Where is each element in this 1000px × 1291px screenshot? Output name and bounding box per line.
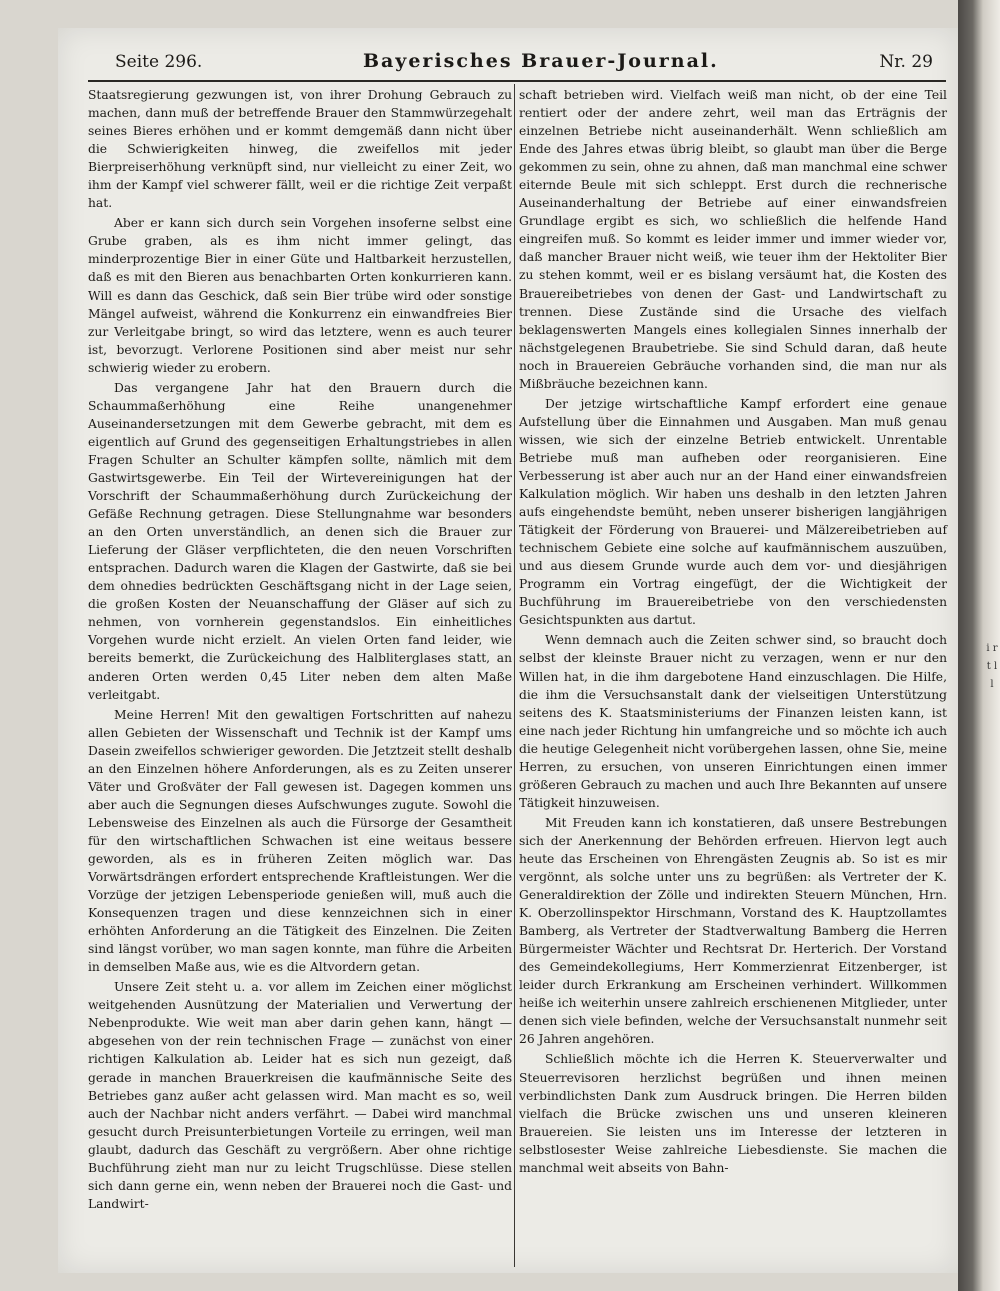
paragraph: Schließlich möchte ich die Herren K. Steuerverwalter und Steuerrevisoren herzlichst begrüßen und ihnen meinen verbindlichsten Dank zum Ausdruck bringen. Die Herren bilden vielfach die Brücke zwischen uns und unseren kleineren Brauereien. Sie leisten uns im Interesse der letzteren in selbstlosester Weise zahlreiche Liebesdienste. Sie machen die manchmal weit abseits von Bahn- [519,1052,947,1175]
paragraph: Wenn demnach auch die Zeiten schwer sind, so braucht doch selbst der kleinste Brauer nicht zu verzagen, wenn er nur den Willen hat, in die ihm dargebotene Hand einzuschlagen. Die Hilfe, die ihm die Versuchsanstalt dank der vielseitigen Unterstützung seitens des K. Staatsministeriums der Finanzen leisten kann, ist eine nach jeder Richtung hin umfangreiche und so möchte ich auch die heutige Gelegenheit nicht vorübergehen lassen, ohne Sie, meine Herren, zu ersuchen, von unseren Einrichtungen einen immer größeren Gebrauch zu machen und auch Ihre Bekannten auf unsere Tätigkeit hinzuweisen. [519,633,947,810]
adjacent-page-fragments: i r t l l [986,643,998,690]
header-rule [88,80,946,82]
paragraph: schaft betrieben wird. Vielfach weiß man nicht, ob der eine Teil rentiert oder der andere zehrt, weil man das Erträgnis der einzelnen Betriebe nicht auseinanderhält. Wenn schließlich am Ende des Jahres etwas übrig bleibt, so glaubt man über die Berge gekommen zu sein, ohne zu ahnen, daß man manchmal eine schwer eiternde Beule mit sich schleppt. Erst durch die rechnerische Auseinanderhaltung der Betriebe auf einer einwandsfreien Grundlage ergibt es sich, wo schließlich die helfende Hand eingreifen muß. So kommt es leider immer und immer wieder vor, daß mancher Brauer nicht weiß, wie teuer ihm der Hektoliter Bier zu stehen kommt, weil er es bislang versäumt hat, die Kosten des Brauereibetriebes von denen der Gast- und Landwirtschaft zu trennen. Diese Zustände sind die Ursache des vielfach beklagenswerten Mangels eines kollegialen Sinnes innerhalb der nächstgelegenen Braubetriebe. Sie sind Schuld daran, daß heute noch in Brauereien Gebräuche vorhanden sind, die man nur als Mißbräuche bezeichnen kann. [519,88,947,391]
paragraph: Staatsregierung gezwungen ist, von ihrer Drohung Gebrauch zu machen, dann muß der betreffende Brauer den Stammwürzegehalt seines Bieres erhöhen und er kommt demgemäß dann nicht über die Schwierigkeiten hinweg, die zweifellos mit jeder Bierpreiserhöhung verknüpft sind, nur vielleicht zu einer Zeit, wo ihm der Kampf viel schwerer fällt, weil er die richtige Zeit verpaßt hat. [88,88,512,211]
paragraph: Aber er kann sich durch sein Vorgehen insoferne selbst eine Grube graben, als es ihm nicht immer gelingt, das minderprozentige Bier in einer Güte und Haltbarkeit herzustellen, daß es mit den Bieren aus benachbarten Orten konkurrieren kann. Will es dann das Geschick, daß sein Bier trübe wird oder sonstige Mängel aufweist, während die Konkurrenz ein einwandfreies Bier zur Verleitgabe bringt, so wird das letztere, wenn es auch teurer ist, bevorzugt. Verlorene Positionen sind aber meist nur sehr schwierig wieder zu erobern. [88,216,512,375]
paragraph: Der jetzige wirtschaftliche Kampf erfordert eine genaue Aufstellung über die Einnahmen und Ausgaben. Man muß genau wissen, wie sich der einzelne Betrieb entwickelt. Unrentable Betriebe muß man aufheben oder reorganisieren. Eine Verbesserung ist aber auch nur an der Hand einer einwandsfreien Kalkulation möglich. Wir haben uns deshalb in den letzten Jahren aufs eingehendste bemüht, neben unserer bisherigen langjährigen Tätigkeit der Förderung von Brauerei- und Mälzereibetrieben auf technischem Gebiete eine solche auf kaufmännischem auszuüben, und aus diesem Grunde wurde auch dem vor- und diesjährigen Programm ein Vortrag eingefügt, der die Wichtigkeit der Buchführung im Brauereibetriebe von den verschiedensten Gesichtspunkten aus dartut. [519,396,947,628]
paragraph: Mit Freuden kann ich konstatieren, daß unsere Bestrebungen sich der Anerkennung der Behörden erfreuen. Hiervon legt auch heute das Erscheinen von Ehrengästen Zeugnis ab. So ist es mir vergönnt, als solche unter uns zu begrüßen: als Vertreter der K. Generaldirektion der Zölle und indirekten Steuern München, Hrn. K. Oberzollinspektor Hirschmann, Vorstand des K. Hauptzollamtes Bamberg, als Vertreter der Stadtverwaltung Bamberg die Herren Bürgermeister Wächter und Rechtsrat Dr. Herterich. Der Vorstand des Gemeindekollegiums, Herr Kommerzienrat Eitzenberger, ist leider durch Erkrankung am Erscheinen verhindert. Willkommen heiße ich weiterhin unsere zahlreich erschienenen Mitglieder, unter denen sich viele befinden, welche der Versuchsanstalt nunmehr seit 26 Jahren angehören. [519,815,947,1047]
left-column [88,86,512,1213]
issue-number: Nr. 29 [879,52,933,72]
column-divider [514,84,515,1267]
paragraph: Meine Herren! Mit den gewaltigen Fortschritten auf nahezu allen Gebieten der Wissenschaft und Technik ist der Kampf ums Dasein zweifellos schwieriger geworden. Die Jetztzeit stellt deshalb an den Einzelnen höhere Anforderungen, als es zu Zeiten unserer Väter und Großväter der Fall gewesen ist. Dagegen kommen uns aber auch die Segnungen dieses Aufschwunges zugute. Sowohl die Lebensweise des Einzelnen als auch die Fürsorge der Gesamtheit für den wirtschaftlichen Schwachen ist eine weitaus bessere geworden, als es in früheren Zeiten möglich war. Das Vorwärtsdrängen erfordert entsprechende Kraftleistungen. Wer die Vorzüge der jetzigen Lebensperiode genießen will, muß auch die Konsequenzen tragen und diese kennzeichnen sich in einer erhöhten Anforderung an die Tätigkeit des Einzelnen. Die Zeiten sind längst vorüber, wo man sagen konnte, man führe die Arbeiten in demselben Maße aus, wie es die Altvordern getan. [88,707,512,975]
page-header [115,50,945,80]
journal-title: Bayerisches Brauer-Journal. [362,50,719,72]
right-column [519,86,947,1177]
paragraph: Das vergangene Jahr hat den Brauern durch die Schaummaßerhöhung eine Reihe unangenehmer Auseinandersetzungen mit dem Gewerbe gebracht, mit dem es eigentlich auf Grund des gegenseitigen Erhaltungstriebes in allen Fragen Schulter an Schulter kämpfen sollte, nämlich mit dem Gastwirtsgewerbe. Ein Teil der Wirtevereinigungen hat der Vorschrift der Schaummaßerhöhung durch Zurückeichung der Gefäße Rechnung getragen. Diese Stellungnahme war besonders an den Orten unverständlich, an denen sich die Brauer zur Lieferung der Gläser verpflichteten, die den neuen Vorschriften entsprachen. Dadurch waren die Klagen der Gastwirte, daß sie bei dem ohnedies bedrückten Geschäftsgang nicht in der Lage seien, die großen Kosten der Neuanschaffung der Gläser auf sich zu nehmen, von vornherein gegenstandslos. Ein einheitliches Vorgehen wurde nicht erzielt. An vielen Orten fand leider, wie bereits bemerkt, die Zurückeichung des Halbliterglases statt, an anderen Orten werden 0,45 Liter neben dem alten Maße verleitgabt. [88,380,512,702]
paragraph: Unsere Zeit steht u. a. vor allem im Zeichen einer möglichst weitgehenden Ausnützung der Materialien und Verwertung der Nebenprodukte. Wie weit man aber darin gehen kann, hängt — abgesehen von der rein technischen Frage — zunächst von einer richtigen Kalkulation ab. Leider hat es sich nun gezeigt, daß gerade in manchen Brauerkreisen die kaufmännische Seite des Betriebes ganz außer acht gelassen wird. Man macht es so, weil auch der Nachbar nicht anders verfährt. — Dabei wird manchmal gesucht durch Preisunterbietungen Vorteile zu erringen, weil man glaubt, dadurch das Geschäft zu vergrößern. Aber ohne richtige Buchführung zieht man nur zu leicht Trugschlüsse. Diese stellen sich dann gerne ein, wenn neben der Brauerei noch die Gast- und Landwirt- [88,980,512,1211]
page-number: Seite 296. [115,52,203,72]
